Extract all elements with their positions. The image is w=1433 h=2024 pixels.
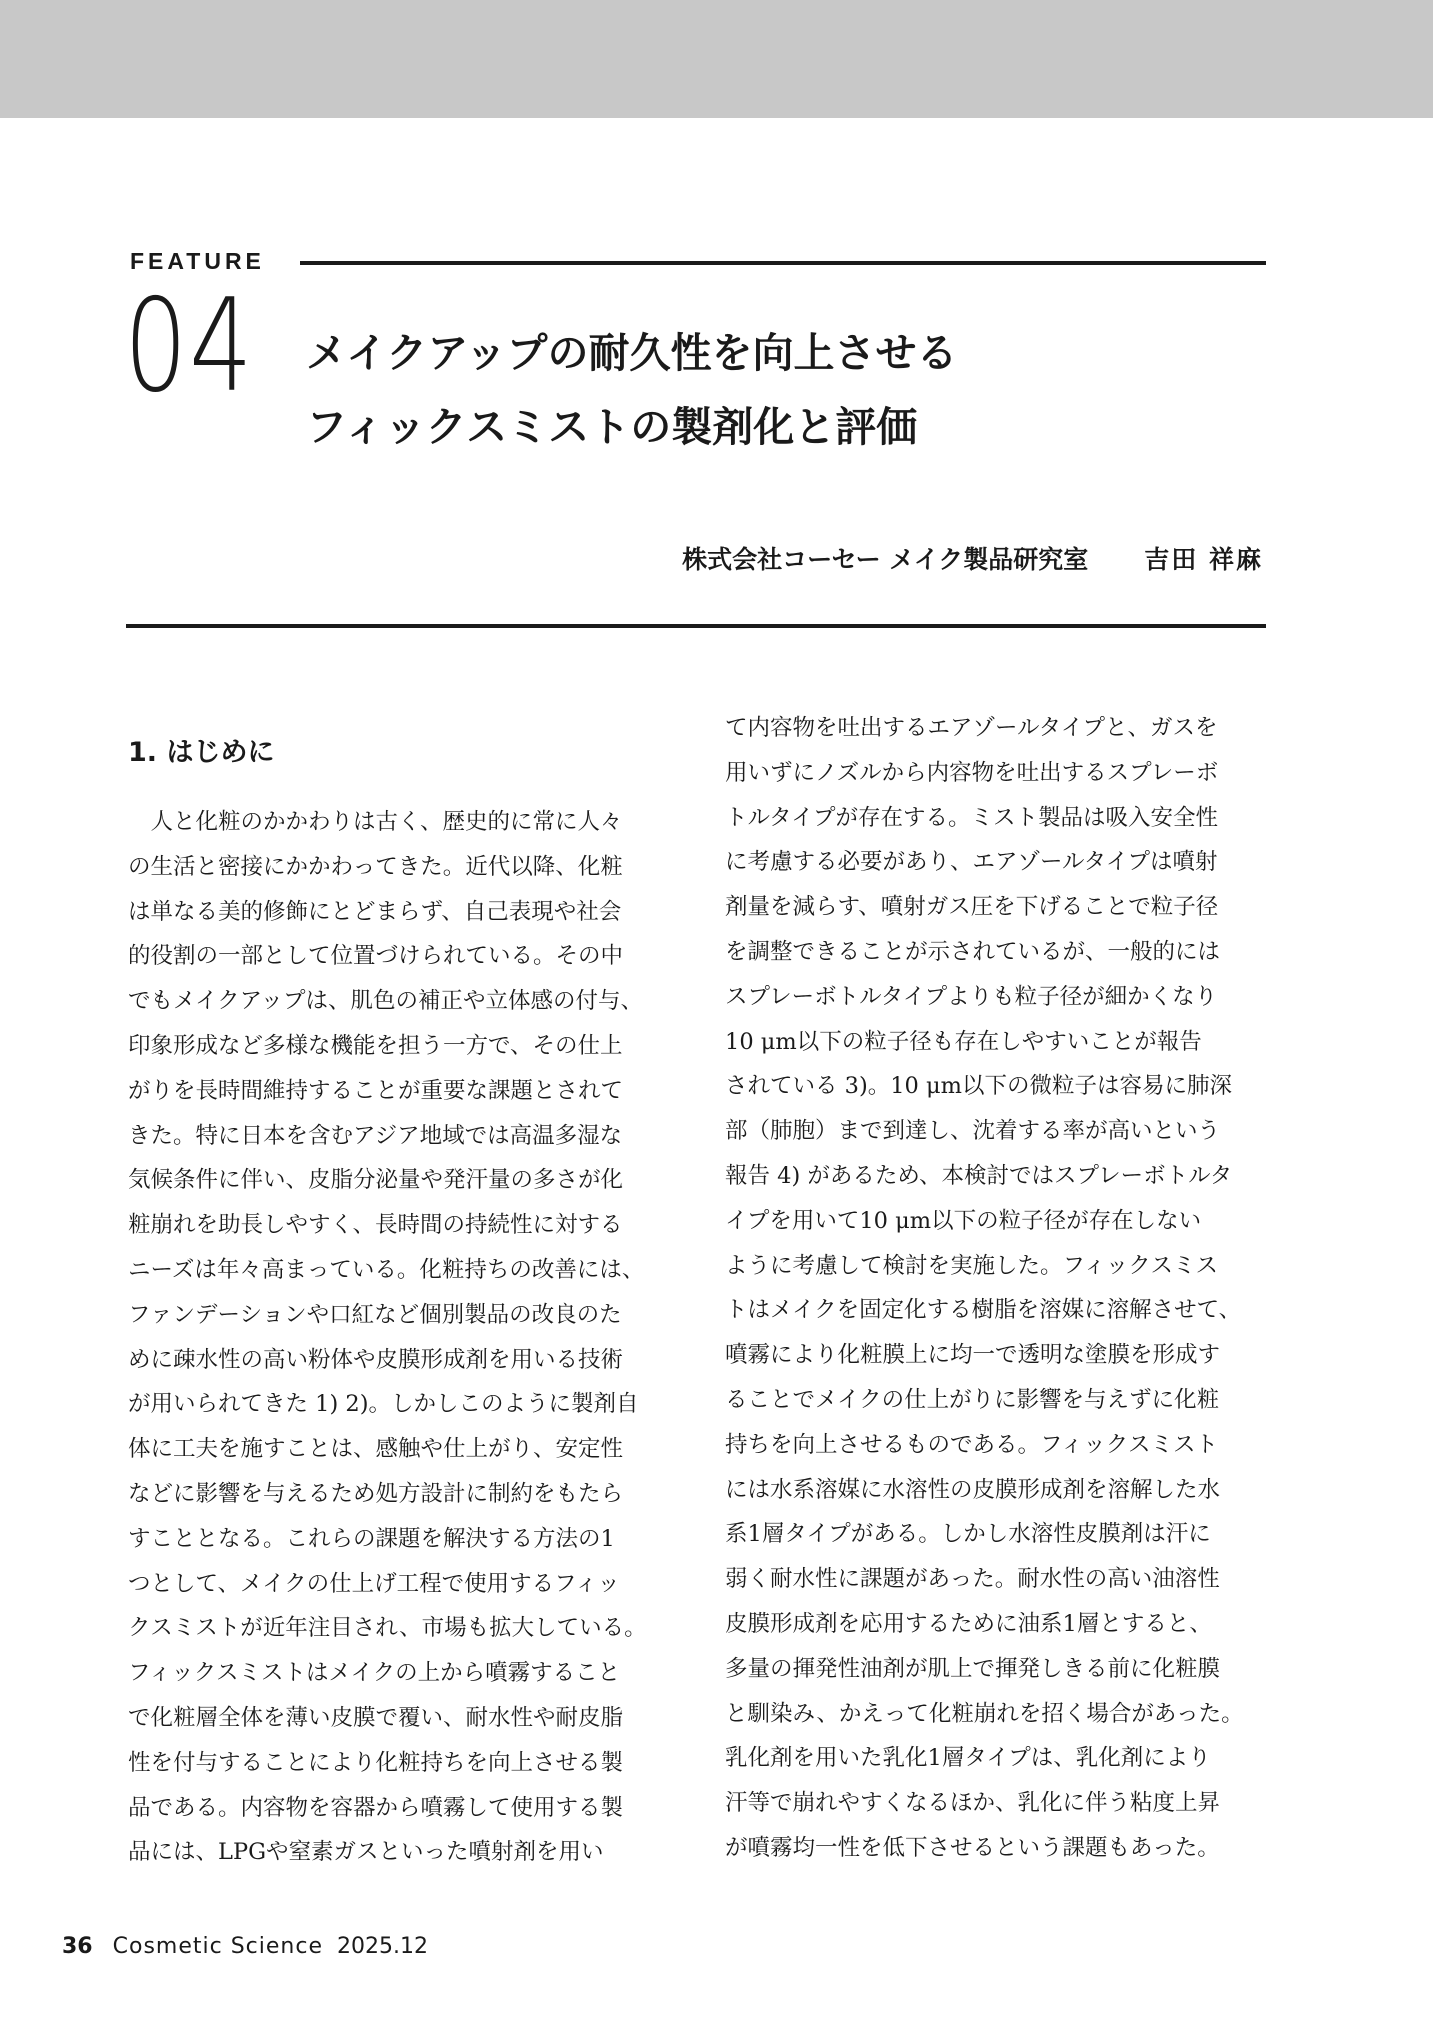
byline bbox=[682, 540, 1263, 576]
feature-number: 04 bbox=[124, 272, 255, 421]
body-text-line: 気候条件に伴い、皮脂分泌量や発汗量の多さが化 bbox=[128, 1167, 624, 1194]
title-line: フィックスミストの製剤化と評価 bbox=[306, 403, 918, 451]
body-text-line: 報告 4) があるため、本検討ではスプレーボトルタ bbox=[725, 1162, 1233, 1189]
body-text-line: クスミストが近年注目され、市場も拡大している。 bbox=[128, 1615, 647, 1642]
body-text-line: でもメイクアップは、肌色の補正や立体感の付与、 bbox=[128, 988, 644, 1015]
body-text-line: 汗等で崩れやすくなるほか、乳化に伴う粘度上昇 bbox=[725, 1790, 1221, 1817]
body-text-line: 弱く耐水性に課題があった。耐水性の高い油溶性 bbox=[725, 1566, 1220, 1593]
body-text-line: 持ちを向上させるものである。フィックスミスト bbox=[725, 1431, 1218, 1458]
top-band bbox=[0, 0, 1433, 118]
journal-name: Cosmetic Science bbox=[112, 1934, 323, 1959]
body-text-line: の生活と密接にかかわってきた。近代以降、化粧 bbox=[128, 853, 623, 880]
header-divider bbox=[126, 624, 1266, 628]
affiliation: 株式会社コーセー メイク製品研究室 bbox=[682, 545, 1089, 574]
body-text-line: イプを用いて10 μm以下の粒子径が存在しない bbox=[725, 1207, 1202, 1234]
body-text-line: ように考慮して検討を実施した。フィックスミス bbox=[725, 1252, 1218, 1279]
body-text-line: きた。特に日本を含むアジア地域では高温多湿な bbox=[128, 1122, 623, 1149]
page-number: 36 bbox=[62, 1934, 93, 1959]
body-text-line: 的役割の一部として位置づけられている。その中 bbox=[128, 943, 624, 970]
article-title bbox=[306, 316, 1266, 464]
author-name: 吉田 祥麻 bbox=[1144, 545, 1263, 574]
body-text-line: スプレーボトルタイプよりも粒子径が細かくなり bbox=[725, 983, 1218, 1010]
body-text-line: 粧崩れを助長しやすく、長時間の持続性に対する bbox=[128, 1212, 623, 1239]
issue-date: 2025.12 bbox=[336, 1934, 428, 1959]
feature-label: FEATURE bbox=[130, 248, 265, 274]
body-text-line: 皮膜形成剤を応用するために油系1層とすると、 bbox=[725, 1610, 1212, 1637]
body-text-line: 噴霧により化粧膜上に均一で透明な塗膜を形成す bbox=[725, 1342, 1221, 1369]
body-column-left bbox=[128, 800, 668, 1875]
body-text-line: が用いられてきた 1) 2)。しかしこのように製剤自 bbox=[128, 1391, 639, 1418]
body-text-line: 多量の揮発性油剤が肌上で揮発しきる前に化粧膜 bbox=[725, 1655, 1221, 1682]
body-text-line: ニーズは年々高まっている。化粧持ちの改善には、 bbox=[128, 1256, 645, 1283]
body-text-line: 系1層タイプがある。しかし水溶性皮膜剤は汗に bbox=[725, 1521, 1211, 1548]
body-text-line: て内容物を吐出するエアゾールタイプと、ガスを bbox=[725, 715, 1218, 741]
body-text-line: 印象形成など多様な機能を担う一方で、その仕上 bbox=[128, 1032, 623, 1059]
body-text-line: ることでメイクの仕上がりに影響を与えずに化粧 bbox=[725, 1386, 1220, 1413]
body-text-line: 乳化剤を用いた乳化1層タイプは、乳化剤により bbox=[725, 1745, 1211, 1772]
body-text-line: がりを長時間維持することが重要な課題とされて bbox=[128, 1077, 624, 1104]
body-text-line: フィックスミストはメイクの上から噴霧すること bbox=[128, 1660, 621, 1687]
body-column-right bbox=[725, 706, 1265, 1871]
body-text-line: を調整できることが示されているが、一般的には bbox=[725, 938, 1221, 965]
body-text-line: が噴霧均一性を低下させるという課題もあった。 bbox=[725, 1834, 1220, 1861]
body-text-line: すこととなる。これらの課題を解決する方法の1 bbox=[128, 1525, 615, 1552]
header-rule bbox=[300, 261, 1266, 265]
body-text-line: 体に工夫を施すことは、感触や仕上がり、安定性 bbox=[128, 1436, 624, 1463]
body-text-line: めに疎水性の高い粉体や皮膜形成剤を用いる技術 bbox=[128, 1346, 624, 1373]
body-text-line: 用いずにノズルから内容物を吐出するスプレーボ bbox=[725, 759, 1219, 786]
body-text-line: 性を付与することにより化粧持ちを向上させる製 bbox=[128, 1749, 624, 1776]
body-text-line: 剤量を減らす、噴射ガス圧を下げることで粒子径 bbox=[725, 894, 1219, 921]
body-text-line: 人と化粧のかかわりは古く、歴史的に常に人々 bbox=[128, 809, 623, 835]
body-text-line: 部（肺胞）まで到達し、沈着する率が高いという bbox=[725, 1118, 1221, 1145]
page-footer bbox=[62, 1934, 428, 1959]
body-text-line: と馴染み、かえって化粧崩れを招く場合があった。 bbox=[725, 1700, 1244, 1727]
body-text-line: されている 3)。10 μm以下の微粒子は容易に肺深 bbox=[725, 1073, 1232, 1100]
body-text-line: 品には、LPGや窒素ガスといった噴射剤を用い bbox=[128, 1839, 604, 1866]
title-line: メイクアップの耐久性を向上させる bbox=[306, 329, 958, 377]
body-text-line: に考慮する必要があり、エアゾールタイプは噴射 bbox=[725, 849, 1218, 876]
body-text-line: には水系溶媒に水溶性の皮膜形成剤を溶解した水 bbox=[725, 1476, 1221, 1503]
body-text-line: 品である。内容物を容器から噴霧して使用する製 bbox=[128, 1794, 624, 1821]
section-heading: 1. はじめに bbox=[128, 737, 275, 768]
body-text-line: で化粧層全体を薄い皮膜で覆い、耐水性や耐皮脂 bbox=[128, 1704, 624, 1731]
body-text-line: 10 μm以下の粒子径も存在しやすいことが報告 bbox=[725, 1028, 1202, 1055]
body-text-line: は単なる美的修飾にとどまらず、自己表現や社会 bbox=[128, 898, 622, 925]
body-text-line: ファンデーションや口紅など個別製品の改良のた bbox=[128, 1301, 622, 1328]
body-text-line: トルタイプが存在する。ミスト製品は吸入安全性 bbox=[725, 804, 1218, 831]
body-text-line: などに影響を与えるため処方設計に制約をもたら bbox=[128, 1480, 624, 1507]
body-text-line: つとして、メイクの仕上げ工程で使用するフィッ bbox=[128, 1570, 620, 1597]
body-text-line: トはメイクを固定化する樹脂を溶媒に溶解させて、 bbox=[725, 1297, 1242, 1324]
